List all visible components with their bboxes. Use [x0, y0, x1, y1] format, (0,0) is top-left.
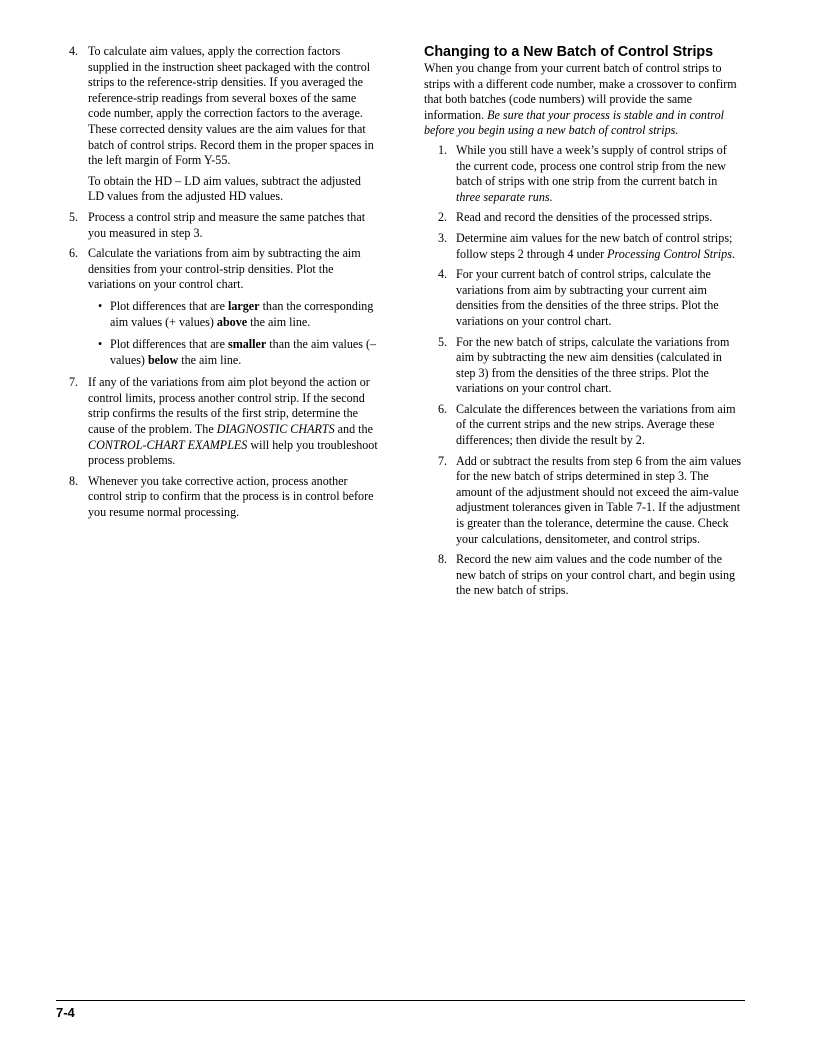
list-item [424, 210, 744, 226]
footer-divider [56, 1000, 745, 1001]
step-text: Calculate the differences between the variations from aim of the current strips and the new strips. Average these differences; then divide the result by 2. [456, 401, 736, 448]
step-number: 3. [438, 230, 448, 245]
text-run: . [731, 246, 735, 261]
step-number: 6. [438, 401, 448, 416]
bullet-text: Plot differences that are [110, 337, 228, 352]
section-intro [424, 61, 744, 139]
list-item [64, 44, 378, 205]
step-number: 4. [69, 44, 79, 58]
bullet-bold: below [147, 352, 179, 367]
bullet-bold: smaller [227, 337, 267, 352]
bullet-bold: larger [227, 298, 260, 313]
step-text [88, 375, 378, 469]
italic-reference: CONTROL-CHART EXAMPLES [88, 437, 248, 452]
left-step-list [64, 44, 378, 521]
step-text: Whenever you take corrective action, process another control strip to confirm that the process is in control before you resume normal processing. [88, 473, 374, 520]
step-text: For the new batch of strips, calculate the variations from aim by subtracting the new aim densities (calculated in step 3) from the densities of the three strips. Plot the variations on your control chart. [456, 334, 730, 396]
text-run: Determine aim values for the new batch of control strips; follow steps 2 through 4 under [456, 230, 733, 261]
step-text: Process a control strip and measure the same patches that you measured in step 3. [88, 209, 366, 240]
bullet-item [88, 299, 378, 330]
bullet-list [88, 299, 378, 368]
bullet-text: the aim line. [247, 314, 311, 329]
list-item [424, 454, 744, 548]
bullet-bold: above [216, 314, 248, 329]
step-text [456, 143, 744, 205]
italic-reference: Processing Control Strips [607, 246, 732, 261]
intro-italic: Be sure that your process is stable and in control before you begin using a new batch of control strips. [424, 107, 724, 138]
step-text: For your current batch of control strips, calculate the variations from aim by subtracting your current aim densities from the densities of the three strips. Plot the variations on your control chart. [456, 267, 719, 328]
step-text: Record the new aim values and the code number of the new batch of strips on your control chart, and begin using the new batch of strips. [456, 552, 736, 598]
step-number: 4. [438, 267, 448, 282]
bullet-icon: • [98, 298, 103, 313]
left-column [64, 44, 378, 526]
list-item [64, 246, 378, 368]
right-column [424, 44, 744, 604]
step-number: 5. [438, 334, 448, 349]
step-number: 8. [69, 473, 79, 488]
list-item [424, 267, 744, 329]
list-item [424, 143, 744, 205]
text-run: and the [334, 422, 373, 437]
step-text: Read and record the densities of the processed strips. [456, 210, 713, 225]
list-item [424, 231, 744, 262]
step-number: 6. [69, 246, 79, 261]
bullet-text: Plot differences that are [110, 298, 228, 313]
list-item [64, 375, 378, 469]
section-heading: Changing to a New Batch of Control Strips [424, 44, 714, 60]
italic-reference: DIAGNOSTIC CHARTS [216, 422, 335, 437]
step-text: To calculate aim values, apply the correction factors supplied in the instruction sheet packaged with the control strips to the reference-strip densities. If you averaged the reference-strip readings from several boxes of the same code number, apply the correction factors to the average. These corrected density values are the aim values for that batch of control strips. Record them in the proper spaces in the left margin of Form Y-55. [88, 44, 374, 168]
step-number: 5. [69, 209, 79, 224]
bullet-item [88, 337, 378, 368]
intro-text: When you change from your current batch of control strips to strips with a different code number, make a crossover to confirm that both batches (code numbers) will provide the same information. [424, 61, 737, 122]
list-item [64, 210, 378, 241]
list-item [424, 335, 744, 397]
list-item [64, 474, 378, 521]
step-number: 2. [438, 210, 448, 225]
step-number: 7. [69, 375, 79, 390]
step-text: Add or subtract the results from step 6 from the aim values for the new batch of strips determined in step 3. The amount of the adjustment should not exceed the aim-value adjustment tolerances given in Table 7-1. If the adjustment is greater than the tolerance, determine the cause. Check your calculations, densitometer, and control strips. [456, 453, 742, 546]
step-number: 7. [438, 453, 448, 468]
text-run: will help you troubleshoot process problems. [88, 437, 378, 468]
step-note: To obtain the HD – LD aim values, subtract the adjusted LD values from the adjusted HD values. [88, 173, 361, 204]
bullet-text: the aim line. [178, 352, 242, 367]
bullet-icon: • [98, 337, 103, 352]
step-number: 8. [438, 552, 448, 567]
bullet-text: than the aim values (– values) [110, 337, 377, 367]
italic-phrase: three separate runs. [456, 189, 553, 204]
text-run: If any of the variations from aim plot beyond the action or control limits, process another control strip. If the second strip confirms the results of the first strip, determine the cause of the problem. The [88, 375, 370, 437]
text-run: While you still have a week’s supply of control strips of the current code, process one control strip from the new batch of strips with one strip from the current batch in [456, 142, 727, 189]
step-number: 1. [438, 142, 448, 157]
list-item [424, 552, 744, 599]
list-item [424, 402, 744, 449]
step-text: Calculate the variations from aim by subtracting the aim densities from your control-strip densities. Plot the variations on your control chart. [88, 246, 361, 292]
right-step-list [424, 143, 744, 599]
bullet-text: than the corresponding aim values (+ values) [110, 298, 374, 329]
page-number: 7-4 [56, 1005, 75, 1020]
step-text [456, 231, 744, 262]
